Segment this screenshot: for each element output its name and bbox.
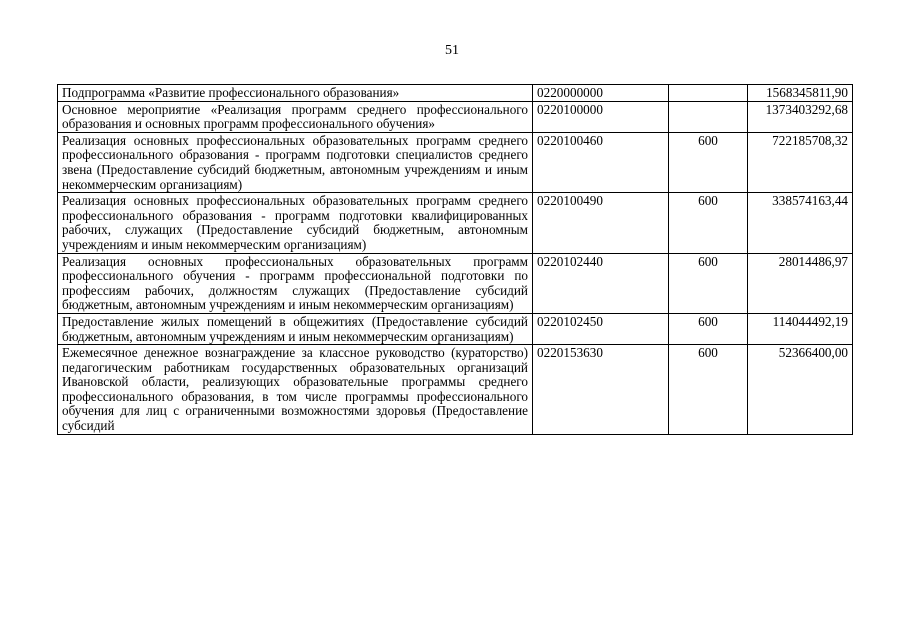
row-name-cell: Реализация основных профессиональных образовательных программ среднего профессионального образования - программ подготовки квалифицированных рабочих, служащих (Предоставление субсидий бюджетным, автономным учреждениям и иным некоммерческим организациям) — [58, 193, 533, 253]
row-sum-cell: 1568345811,90 — [748, 85, 853, 102]
table-row — [58, 253, 853, 313]
row-type-cell: 600 — [669, 313, 748, 344]
row-type-cell: 600 — [669, 193, 748, 253]
table-row — [58, 85, 853, 102]
row-sum-cell: 1373403292,68 — [748, 101, 853, 132]
row-name-cell: Реализация основных профессиональных образовательных программ профессионального обучения - программ профессиональной подготовки по профессиям рабочих, должностям служащих (Предоставление субсидий бюджетным, автономным учреждениям и иным некоммерческим организациям) — [58, 253, 533, 313]
row-name-cell: Основное мероприятие «Реализация программ среднего профессионального образования и основных программ профессионального обучения» — [58, 101, 533, 132]
table-row — [58, 193, 853, 253]
row-sum-cell: 28014486,97 — [748, 253, 853, 313]
row-name-cell: Реализация основных профессиональных образовательных программ среднего профессионального образования - программ подготовки специалистов среднего звена (Предоставление субсидий бюджетным, автономным учреждениям и иным некоммерческим организациям) — [58, 132, 533, 192]
page-number: 51 — [445, 43, 459, 58]
row-sum-cell: 52366400,00 — [748, 345, 853, 435]
budget-table — [57, 84, 853, 435]
row-code-cell: 0220100490 — [533, 193, 669, 253]
row-code-cell: 0220100460 — [533, 132, 669, 192]
row-sum-cell: 722185708,32 — [748, 132, 853, 192]
row-code-cell: 0220102450 — [533, 313, 669, 344]
row-code-cell: 0220153630 — [533, 345, 669, 435]
table-row — [58, 132, 853, 192]
row-code-cell: 0220000000 — [533, 85, 669, 102]
row-code-cell: 0220100000 — [533, 101, 669, 132]
row-type-cell: 600 — [669, 253, 748, 313]
row-name-cell: Подпрограмма «Развитие профессионального образования» — [58, 85, 533, 102]
row-name-cell: Ежемесячное денежное вознаграждение за классное руководство (кураторство) педагогическим работникам государственных образовательных организаций Ивановской области, реализующих образовательные программы среднего профессионального образования, в том числе программы профессионального обучения для лиц с ограниченными возможностями здоровья (Предоставление субсидий — [58, 345, 533, 435]
table-row — [58, 101, 853, 132]
row-type-cell — [669, 101, 748, 132]
row-type-cell: 600 — [669, 132, 748, 192]
row-type-cell — [669, 85, 748, 102]
row-sum-cell: 114044492,19 — [748, 313, 853, 344]
row-code-cell: 0220102440 — [533, 253, 669, 313]
row-type-cell: 600 — [669, 345, 748, 435]
table-row — [58, 313, 853, 344]
row-name-cell: Предоставление жилых помещений в общежитиях (Предоставление субсидий бюджетным, автономным учреждениям и иным некоммерческим организациям) — [58, 313, 533, 344]
table-row — [58, 345, 853, 435]
row-sum-cell: 338574163,44 — [748, 193, 853, 253]
